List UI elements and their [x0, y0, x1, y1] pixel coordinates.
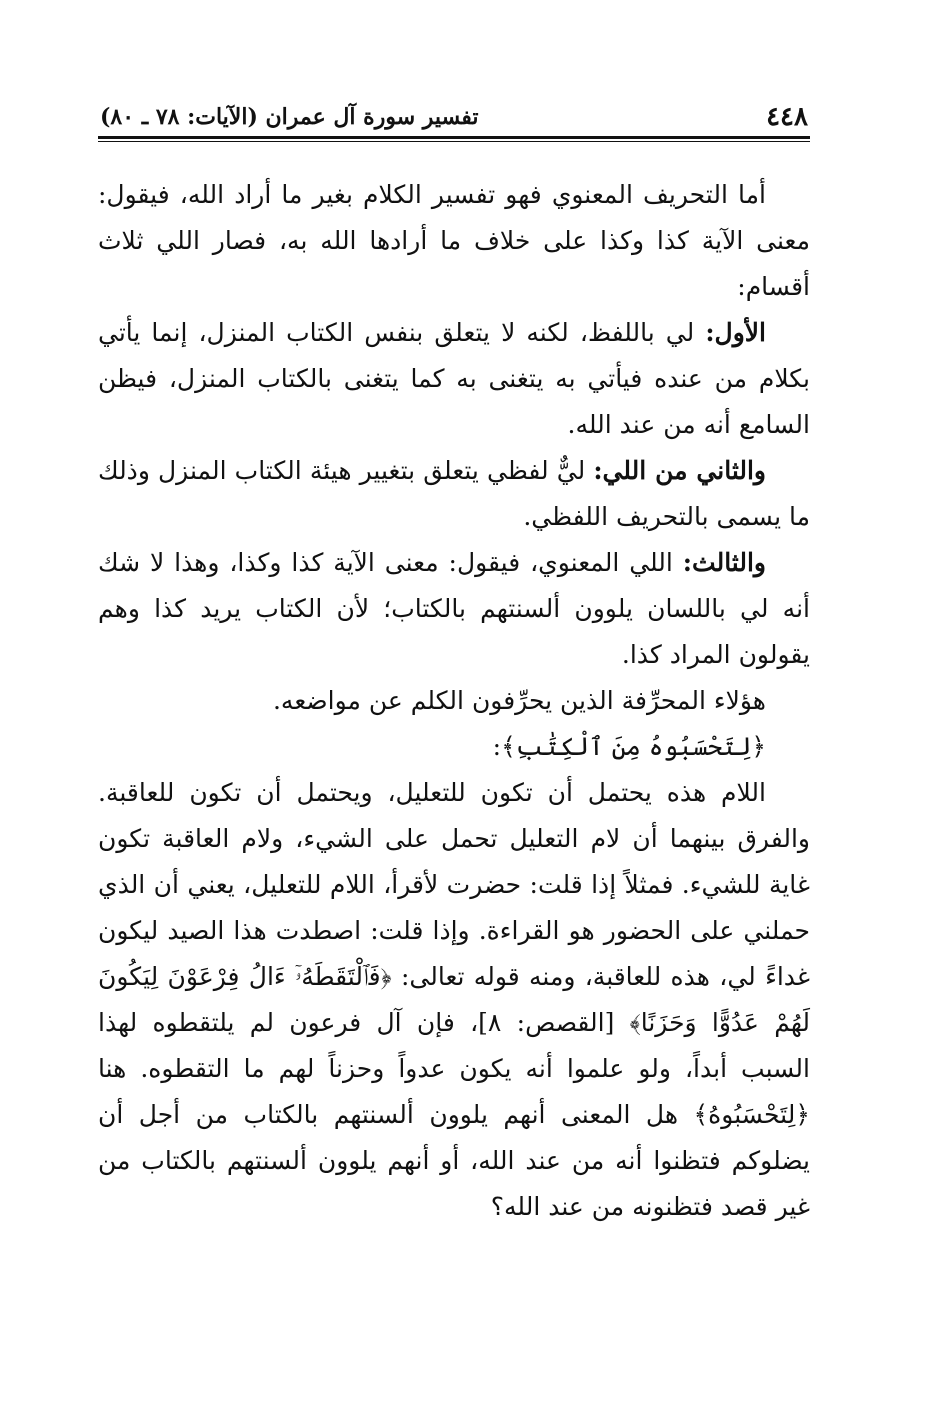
paragraph-text: لي باللفظ، لكنه لا يتعلق بنفس الكتاب المنزل، إنما يأتي بكلام من عنده فيأتي به يتغنى به كما يتغنى بالكتاب المنزل، فيظن السامع أنه من عند الله.: [98, 318, 810, 439]
paragraph-lead: الأول:: [705, 318, 766, 347]
book-page: [98, 96, 810, 1376]
paragraph-text: هؤلاء المحرِّفة الذين يحرِّفون الكلم عن مواضعه.: [272, 686, 766, 715]
paragraph-distortion-intro: [98, 172, 810, 310]
paragraph-third-type: [98, 540, 810, 678]
header-rule-thick: [98, 136, 810, 139]
paragraph-text: أما التحريف المعنوي فهو تفسير الكلام بغير ما أراد الله، فيقول: معنى الآية كذا وكذا على خلاف ما أرادها الله به، فصار اللي ثلاث أقسام:: [98, 180, 810, 301]
running-title: تفسير سورة آل عمران (الآيات: ٧٨ ـ ٨٠): [100, 104, 479, 130]
paragraph-text: ﴿لِتَحْسَبُوهُ مِنَ ٱلْكِتَٰبِ﴾:: [492, 732, 766, 761]
paragraph-distorters: [98, 678, 810, 724]
paragraph-text: اللام هذه يحتمل أن تكون للتعليل، ويحتمل أن تكون للعاقبة. والفرق بينهما أن لام التعليل تحمل على الشيء، ولام العاقبة تكون غاية للشيء. فمثلاً إذا قلت: حضرت لأقرأ، اللام للتعليل، يعني أن الذي حملني على الحضور هو القراءة. وإذا قلت: اصطدت هذا الصيد ليكون غداءً لي، هذه للعاقبة، ومنه قوله تعالى: ﴿فَٱلْتَقَطَهُۥٓ ءَالُ فِرْعَوْنَ لِيَكُونَ لَهُمْ عَدُوًّا وَحَزَنًا﴾ [القصص: ٨]، فإن آل فرعون لم يلتقطوه لهذا السبب أبداً، ولو علموا أنه يكون عدواً وحزناً لهم ما التقطوه. هنا ﴿لِتَحْسَبُوهُ﴾ هل المعنى أنهم يلوون ألسنتهم بالكتاب من أجل أن يضلوكم فتظنوا أنه من عند الله، أو أنهم يلوون ألسنتهم بالكتاب من غير قصد فتظنونه من عند الله؟: [98, 778, 810, 1221]
paragraph-text: اللي المعنوي، فيقول: معنى الآية كذا وكذا، وهذا لا شك أنه لي باللسان يلوون ألسنتهم بالكتاب؛ لأن الكتاب يريد كذا وهم يقولون المراد كذا.: [98, 548, 810, 669]
page-number: ٤٤٨: [766, 102, 808, 132]
paragraph-text: ليٌّ لفظي يتعلق بتغيير هيئة الكتاب المنزل وذلك ما يسمى بالتحريف اللفظي.: [98, 456, 810, 531]
paragraph-second-type: [98, 448, 810, 540]
quran-verse-heading: [98, 724, 810, 770]
page-body: [98, 172, 810, 1230]
page-header: [98, 96, 810, 132]
header-rule-thin: [98, 141, 810, 142]
paragraph-first-type: [98, 310, 810, 448]
paragraph-lead: والثالث:: [682, 548, 766, 577]
paragraph-lam-explanation: [98, 770, 810, 1230]
paragraph-lead: والثاني من اللي:: [593, 456, 767, 485]
